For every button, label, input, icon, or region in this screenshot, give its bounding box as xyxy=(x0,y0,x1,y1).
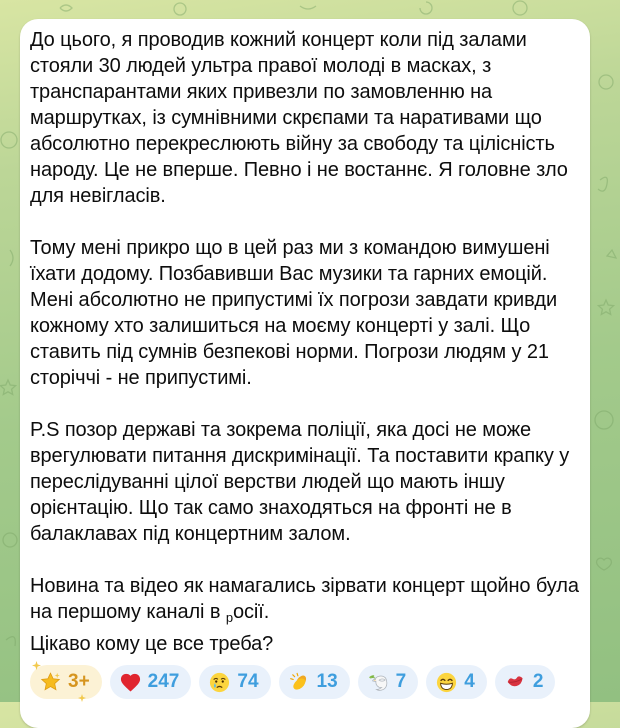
sparkle-icon xyxy=(32,661,41,670)
crying-face-icon xyxy=(208,671,231,694)
reaction-count: 74 xyxy=(237,671,259,692)
reaction-count: 3+ xyxy=(68,671,90,692)
message-paragraph: P.S позор державі та зокрема поліції, яка досі не може врегулювати питання дискримінації. Та поставити крапку у переслідуванні цілої верстви людей що мають іншу орієнтацію. Що так само знаходяться на фронті не в балаклавах під концертним залом. xyxy=(30,419,570,545)
reaction-dove[interactable] xyxy=(358,665,419,699)
reaction-clap[interactable] xyxy=(279,665,350,699)
closing-small-letter: р xyxy=(225,610,233,625)
reaction-grin[interactable] xyxy=(426,665,487,699)
star-icon xyxy=(39,671,62,694)
reactions-row xyxy=(30,665,580,699)
reaction-kiss[interactable] xyxy=(495,665,556,699)
reaction-star[interactable] xyxy=(30,665,102,699)
heart-icon xyxy=(119,671,142,694)
message-paragraph xyxy=(30,573,580,657)
reaction-count: 2 xyxy=(532,671,544,692)
message-paragraph: До цього, я проводив кожний концерт коли під залами стояли 30 людей ультра правої молоді в масках, з транспарантами яких привезли по замовленню на маршрутках, із сумнівними скрєпами та наративами що абсолютно перекреслюють війну за свободу та цілісність народу. Це не вперше. Певно і не востаннє. Я головне зло для невігласів. xyxy=(30,29,568,207)
kiss-mark-icon xyxy=(504,671,527,694)
reaction-count: 7 xyxy=(395,671,407,692)
message-paragraph: Тому мені прикро що в цей раз ми з командою вимушені їхати додому. Позбавивши Вас музики та гарних емоцій. Мені абсолютно не припустимі їх погрози завдати кривди кожному хто залишиться на моєму концерті у залі. Що ставить під сумнів безпекові норми. Погрози людям у 21 сторіччі - не припустимі. xyxy=(30,237,558,389)
reaction-count: 13 xyxy=(316,671,338,692)
dove-icon xyxy=(367,671,390,694)
reaction-count: 4 xyxy=(464,671,475,692)
reaction-heart[interactable] xyxy=(110,665,192,699)
reaction-count: 247 xyxy=(147,671,180,692)
reaction-crying[interactable] xyxy=(199,665,270,699)
clapping-hands-icon xyxy=(288,671,311,694)
closing-line1-prefix: Новина та відео як намагались зірвати концерт щойно була на першому каналі в xyxy=(30,575,579,623)
closing-line2: Цікаво кому це все треба? xyxy=(30,633,274,655)
grinning-face-icon xyxy=(435,671,458,694)
closing-line1-suffix: осії. xyxy=(232,601,270,623)
sparkle-icon xyxy=(78,694,86,702)
message-bubble xyxy=(20,19,590,728)
